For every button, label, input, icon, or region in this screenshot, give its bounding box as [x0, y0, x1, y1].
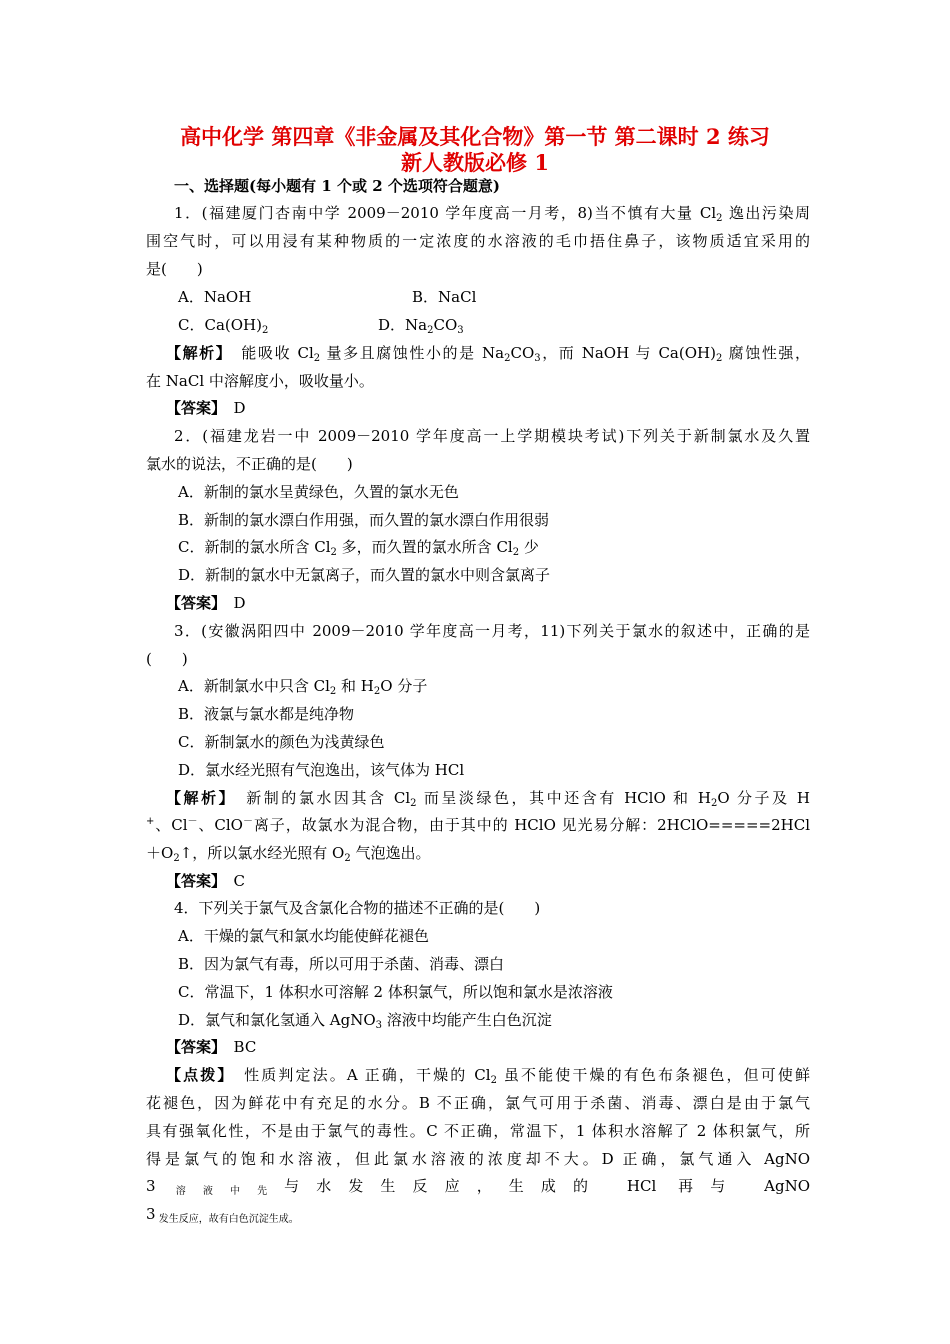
- q1-stem-line3: 是( ): [146, 260, 203, 278]
- q4-tip-line5: 3 $_{溶液中先}$与水发生反应，生成的 HCl 再与 AgNO: [146, 1177, 810, 1197]
- q3-stem-line1: 3．(安徽涡阳四中 2009－2010 学年度高一月考，11)下列关于氯水的叙述中，正确的是: [174, 622, 810, 640]
- q1-option-a: A．NaOH: [178, 288, 252, 306]
- q3-option-a: A．新制氯水中只含 $Cl_2$ 和 $H_2O$ 分子: [178, 677, 428, 697]
- q1-analysis-line1: 【解析】 能吸收 $Cl_2$ 量多且腐蚀性小的是 $Na_2CO_3$，而 NaOH 与 $Ca(OH)_2$ 腐蚀性强，: [166, 344, 810, 364]
- q4-option-c: C．常温下，1 体积水可溶解 2 体积氯气，所以饱和氯水是浓溶液: [178, 983, 613, 1001]
- q1-option-d: D．$Na_2CO_3$: [378, 316, 464, 336]
- q1-answer: 【答案】 D: [166, 399, 246, 417]
- q3-analysis-line2: +、Cl－、ClO－离子，故氯水为混合物，由于其中的 HClO 见光易分解：2HClO=====2HCl: [146, 816, 811, 834]
- document-title-line1: 高中化学 第四章《非金属及其化合物》第一节 第二课时 2 练习: [180, 124, 770, 149]
- q3-option-d: D．氯水经光照有气泡逸出，该气体为 HCl: [178, 761, 465, 779]
- q3-option-b: B．液氯与氯水都是纯净物: [178, 705, 355, 723]
- q2-answer: 【答案】 D: [166, 594, 246, 612]
- q1-stem-line2: 围空气时，可以用浸有某种物质的一定浓度的水溶液的毛巾捂住鼻子，该物质适宜采用的: [146, 232, 810, 250]
- q4-option-a: A．干燥的氯气和氯水均能使鲜花褪色: [178, 927, 429, 945]
- q1-stem-line1: 1．(福建厦门杏南中学 2009－2010 学年度高一月考，8)当不慎有大量 $Cl_2$ 逸出污染周: [174, 204, 810, 224]
- q4-tip-line2: 花褪色，因为鲜花中有充足的水分。B 不正确，氯气可用于杀菌、消毒、漂白是由于氯气: [146, 1094, 810, 1112]
- q1-option-c: C．$Ca(OH)_2$: [178, 316, 269, 336]
- q4-stem: 4．下列关于氯气及含氯化合物的描述不正确的是( ): [174, 899, 541, 917]
- q3-answer: 【答案】 C: [166, 872, 245, 890]
- document-title-line2: 新人教版必修 1: [401, 150, 549, 175]
- q2-option-c: C．新制的氯水所含 $Cl_2$ 多，而久置的氯水所含 $Cl_2$ 少: [178, 538, 539, 558]
- q2-option-b: B．新制的氯水漂白作用强，而久置的氯水漂白作用很弱: [178, 511, 550, 529]
- q2-option-a: A．新制的氯水呈黄绿色，久置的氯水无色: [178, 483, 459, 501]
- q3-option-c: C．新制氯水的颜色为浅黄绿色: [178, 733, 385, 751]
- q4-tip-line4: 得是氯气的饱和水溶液，但此氯水溶液的浓度却不大。D 正确，氯气通入 AgNO: [146, 1150, 810, 1168]
- q3-analysis-line3: $+O_2↑$，所以氯水经光照有 $O_2$ 气泡逸出。: [146, 844, 431, 864]
- q4-tip-line3: 具有强氧化性，不是由于氯气的毒性。C 不正确，常温下，1 体积水溶解了 2 体积氯气，所: [146, 1122, 810, 1140]
- q4-option-d: D．氯气和氯化氢通入 AgNO$_3$ 溶液中均能产生白色沉淀: [178, 1011, 552, 1031]
- q3-stem-line2: ( ): [146, 650, 188, 668]
- q4-option-b: B．因为氯气有毒，所以可用于杀菌、消毒、漂白: [178, 955, 505, 973]
- q4-tip-line1: 【点拨】 性质判定法。A 正确，干燥的 $Cl_2$ 虽不能使干燥的有色布条褪色，但可使鲜: [166, 1066, 810, 1086]
- q2-stem-line1: 2．(福建龙岩一中 2009－2010 学年度高一上学期模块考试)下列关于新制氯水及久置: [174, 427, 810, 445]
- q2-stem-line2: 氯水的说法，不正确的是( ): [146, 455, 353, 473]
- q1-option-b: B．NaCl: [412, 288, 477, 306]
- section-heading: 一、选择题(每小题有 1 个或 2 个选项符合题意): [174, 177, 500, 195]
- q3-analysis-line1: 【解析】 新制的氯水因其含 $Cl_2$ 而呈淡绿色，其中还含有 HClO 和 $H_2O$ 分子及 H: [166, 789, 810, 809]
- q4-tip-line6: 3 $_{发生反应,故有白色沉淀生成。}$: [146, 1205, 299, 1225]
- q1-analysis-line2: 在 NaCl 中溶解度小，吸收量小。: [146, 372, 374, 390]
- q4-answer: 【答案】 BC: [166, 1038, 257, 1056]
- q2-option-d: D．新制的氯水中无氯离子，而久置的氯水中则含氯离子: [178, 566, 551, 584]
